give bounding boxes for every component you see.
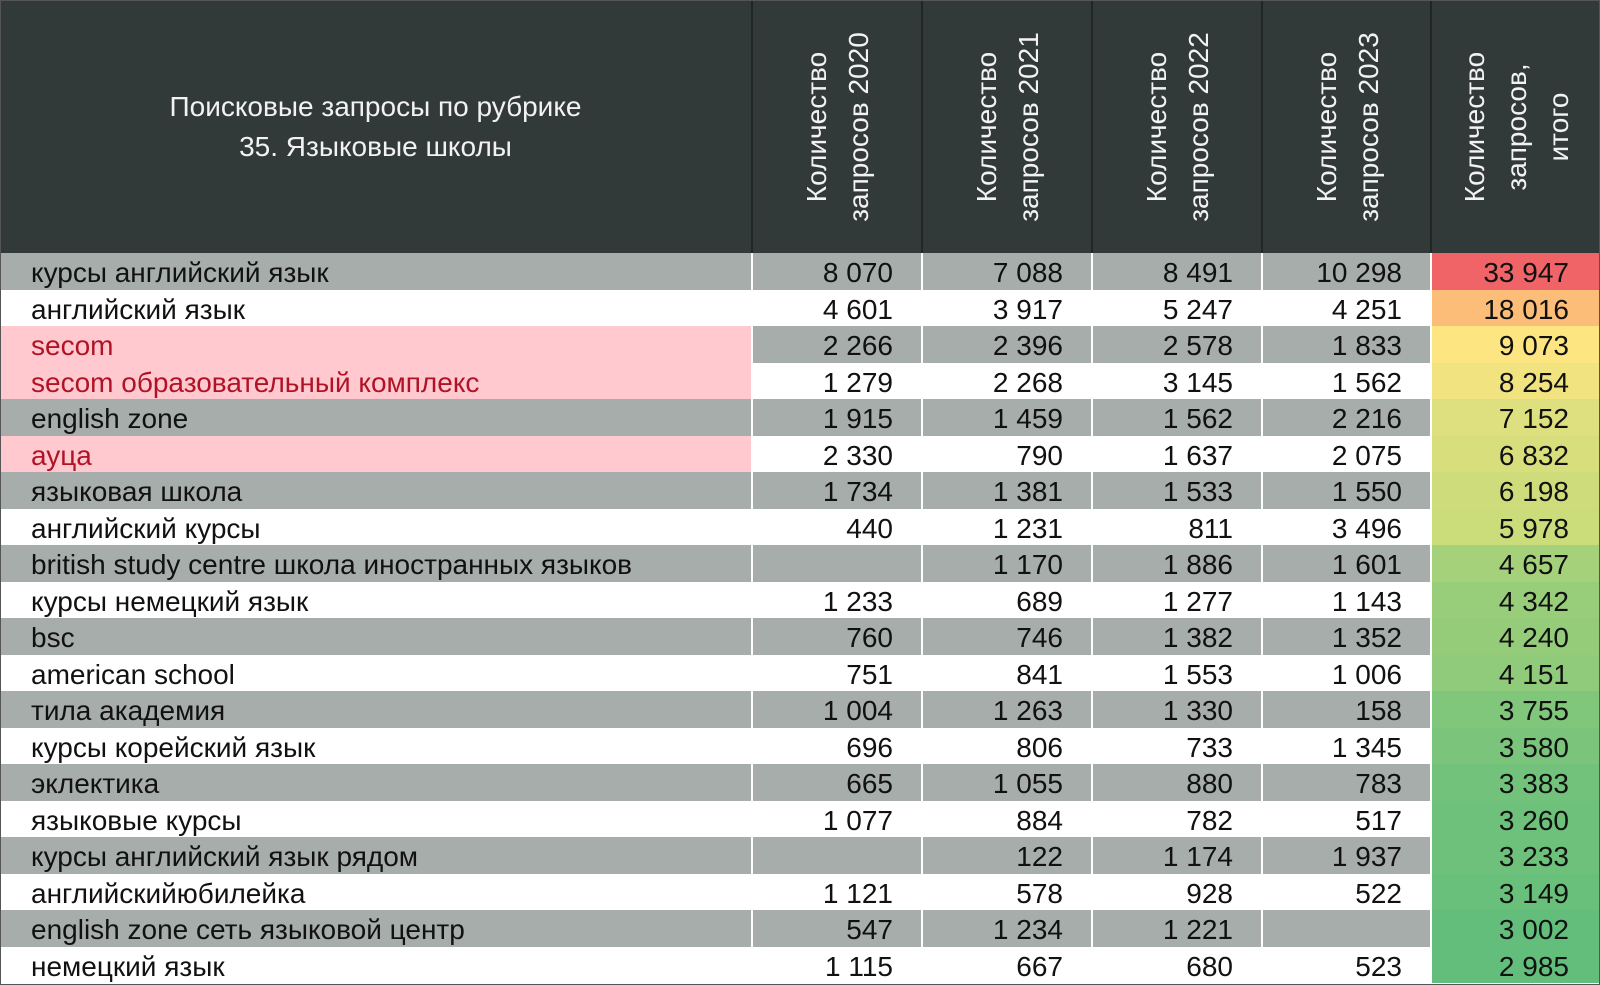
query-name-cell: немецкий язык: [0, 947, 751, 984]
total-cell: 3 149: [1430, 874, 1600, 911]
count-cell-2020: 1 004: [751, 691, 921, 728]
count-cell-2022: 782: [1091, 801, 1261, 838]
count-cell-2020: 1 115: [751, 947, 921, 984]
table-row: [0, 910, 1600, 947]
count-cell-2023: 1 937: [1261, 837, 1430, 874]
count-cell-2021: 884: [921, 801, 1091, 838]
total-cell: 6 832: [1430, 436, 1600, 473]
count-cell-2020: 547: [751, 910, 921, 947]
count-cell-2023: 2 216: [1261, 399, 1430, 436]
total-cell: 3 233: [1430, 837, 1600, 874]
column-header-label: [1136, 27, 1220, 227]
count-cell-2022: 1 221: [1091, 910, 1261, 947]
table-title-line-1: Поисковые запросы по рубрике: [169, 90, 582, 122]
query-name-cell: эклектика: [0, 764, 751, 801]
count-cell-2022: 1 277: [1091, 582, 1261, 619]
count-cell-2022: 880: [1091, 764, 1261, 801]
count-cell-2022: 2 578: [1091, 326, 1261, 363]
total-cell: 4 240: [1430, 618, 1600, 655]
count-cell-2020: 2 330: [751, 436, 921, 473]
count-cell-2021: 1 231: [921, 509, 1091, 546]
count-cell-2022: 1 637: [1091, 436, 1261, 473]
count-cell-2020: 1 915: [751, 399, 921, 436]
count-cell-2020: 665: [751, 764, 921, 801]
query-name-cell: тила академия: [0, 691, 751, 728]
count-cell-2023: 10 298: [1261, 253, 1430, 290]
query-name-cell: курсы английский язык рядом: [0, 837, 751, 874]
count-cell-2023: 783: [1261, 764, 1430, 801]
total-cell: 3 383: [1430, 764, 1600, 801]
count-cell-2020: 440: [751, 509, 921, 546]
count-cell-2023: 158: [1261, 691, 1430, 728]
count-cell-2020: 1 121: [751, 874, 921, 911]
query-name-cell: курсы немецкий язык: [0, 582, 751, 619]
table-row: [0, 509, 1600, 546]
total-cell: 3 260: [1430, 801, 1600, 838]
count-cell-2023: 1 352: [1261, 618, 1430, 655]
count-cell-2021: 578: [921, 874, 1091, 911]
total-cell: 18 016: [1430, 290, 1600, 327]
count-cell-2023: 1 601: [1261, 545, 1430, 582]
count-cell-2020: 1 279: [751, 363, 921, 400]
count-cell-2022: 680: [1091, 947, 1261, 984]
query-name-cell: secom: [0, 326, 751, 363]
count-cell-2023: 1 006: [1261, 655, 1430, 692]
count-cell-2020: 1 233: [751, 582, 921, 619]
query-name-cell: english zone сеть языковой центр: [0, 910, 751, 947]
count-cell-2020: 1 734: [751, 472, 921, 509]
column-header-label: [796, 27, 880, 227]
table-row: [0, 326, 1600, 363]
query-name-cell: secom образовательный комплекс: [0, 363, 751, 400]
total-cell: 3 002: [1430, 910, 1600, 947]
count-cell-2022: 1 533: [1091, 472, 1261, 509]
table-row: [0, 253, 1600, 290]
count-cell-2021: 1 381: [921, 472, 1091, 509]
total-cell: 3 755: [1430, 691, 1600, 728]
count-cell-2023: 1 345: [1261, 728, 1430, 765]
count-cell-2021: 1 170: [921, 545, 1091, 582]
query-name-cell: английский язык: [0, 290, 751, 327]
count-cell-2022: 1 174: [1091, 837, 1261, 874]
count-cell-2023: 522: [1261, 874, 1430, 911]
total-cell: 3 580: [1430, 728, 1600, 765]
total-cell: 4 657: [1430, 545, 1600, 582]
column-header-line: запросов 2020: [843, 31, 874, 222]
table-row: [0, 655, 1600, 692]
count-cell-2022: 1 330: [1091, 691, 1261, 728]
column-header-label: [1454, 27, 1580, 227]
table-row: [0, 472, 1600, 509]
total-cell: 8 254: [1430, 363, 1600, 400]
table-row: [0, 290, 1600, 327]
query-name-cell: курсы корейский язык: [0, 728, 751, 765]
count-cell-2021: 2 396: [921, 326, 1091, 363]
count-cell-2023: 1 562: [1261, 363, 1430, 400]
column-header-5: [1430, 0, 1600, 253]
column-header-line: запросов 2023: [1352, 31, 1384, 222]
table-row: [0, 436, 1600, 473]
count-cell-2022: 1 562: [1091, 399, 1261, 436]
column-header-line: Количество: [1459, 51, 1490, 202]
count-cell-2020: 760: [751, 618, 921, 655]
column-header-line: запросов, итого: [1501, 62, 1574, 191]
count-cell-2023: 517: [1261, 801, 1430, 838]
query-name-cell: языковая школа: [0, 472, 751, 509]
query-name-cell: american school: [0, 655, 751, 692]
query-name-cell: английский курсы: [0, 509, 751, 546]
total-cell: 5 978: [1430, 509, 1600, 546]
table-row: [0, 691, 1600, 728]
total-cell: 33 947: [1430, 253, 1600, 290]
table-title: [0, 0, 751, 253]
query-name-cell: курсы английский язык: [0, 253, 751, 290]
count-cell-2022: 928: [1091, 874, 1261, 911]
count-cell-2021: 667: [921, 947, 1091, 984]
count-cell-2020: 8 070: [751, 253, 921, 290]
total-cell: 4 342: [1430, 582, 1600, 619]
count-cell-2020: 696: [751, 728, 921, 765]
total-cell: 9 073: [1430, 326, 1600, 363]
query-name-cell: english zone: [0, 399, 751, 436]
column-header-2: [921, 0, 1093, 253]
count-cell-2020: 751: [751, 655, 921, 692]
column-header-label: [1306, 27, 1390, 227]
count-cell-2023: 3 496: [1261, 509, 1430, 546]
column-header-1: [751, 0, 923, 253]
count-cell-2021: 746: [921, 618, 1091, 655]
count-cell-2021: 2 268: [921, 363, 1091, 400]
total-cell: 2 985: [1430, 947, 1600, 984]
table-row: [0, 545, 1600, 582]
count-cell-2022: 733: [1091, 728, 1261, 765]
query-name-cell: ауца: [0, 436, 751, 473]
count-cell-2021: 689: [921, 582, 1091, 619]
count-cell-2023: 2 075: [1261, 436, 1430, 473]
column-header-line: запросов 2021: [1013, 31, 1044, 222]
count-cell-2021: 841: [921, 655, 1091, 692]
count-cell-2020: [751, 545, 921, 582]
column-header-line: Количество: [1310, 51, 1342, 202]
table-row: [0, 728, 1600, 765]
column-header-3: [1091, 0, 1263, 253]
table-row: [0, 947, 1600, 984]
count-cell-2021: 1 055: [921, 764, 1091, 801]
count-cell-2021: 7 088: [921, 253, 1091, 290]
count-cell-2020: 4 601: [751, 290, 921, 327]
column-header-4: [1261, 0, 1432, 253]
count-cell-2022: 1 553: [1091, 655, 1261, 692]
column-header-line: запросов 2022: [1183, 31, 1214, 222]
count-cell-2022: 1 382: [1091, 618, 1261, 655]
column-header-line: Количество: [971, 51, 1002, 202]
count-cell-2022: 8 491: [1091, 253, 1261, 290]
count-cell-2021: 3 917: [921, 290, 1091, 327]
count-cell-2021: 1 263: [921, 691, 1091, 728]
table-row: [0, 874, 1600, 911]
count-cell-2022: 5 247: [1091, 290, 1261, 327]
column-header-line: Количество: [801, 51, 832, 202]
table-row: [0, 618, 1600, 655]
column-header-label: [966, 27, 1050, 227]
count-cell-2023: 1 550: [1261, 472, 1430, 509]
query-name-cell: bsc: [0, 618, 751, 655]
count-cell-2020: [751, 837, 921, 874]
count-cell-2021: 790: [921, 436, 1091, 473]
total-cell: 7 152: [1430, 399, 1600, 436]
count-cell-2023: 1 833: [1261, 326, 1430, 363]
column-header-line: Количество: [1141, 51, 1172, 202]
count-cell-2023: [1261, 910, 1430, 947]
table-row: [0, 764, 1600, 801]
count-cell-2023: 4 251: [1261, 290, 1430, 327]
count-cell-2021: 806: [921, 728, 1091, 765]
table-row: [0, 582, 1600, 619]
count-cell-2021: 1 234: [921, 910, 1091, 947]
query-name-cell: английскийюбилейка: [0, 874, 751, 911]
count-cell-2021: 122: [921, 837, 1091, 874]
table-row: [0, 363, 1600, 400]
total-cell: 6 198: [1430, 472, 1600, 509]
count-cell-2022: 1 886: [1091, 545, 1261, 582]
query-name-cell: british study centre школа иностранных языков: [0, 545, 751, 582]
query-name-cell: языковые курсы: [0, 801, 751, 838]
count-cell-2020: 1 077: [751, 801, 921, 838]
count-cell-2022: 3 145: [1091, 363, 1261, 400]
count-cell-2023: 1 143: [1261, 582, 1430, 619]
count-cell-2022: 811: [1091, 509, 1261, 546]
count-cell-2021: 1 459: [921, 399, 1091, 436]
table-title-line-2: 35. Языковые школы: [239, 130, 512, 162]
total-cell: 4 151: [1430, 655, 1600, 692]
table-row: [0, 801, 1600, 838]
table-row: [0, 837, 1600, 874]
table-row: [0, 399, 1600, 436]
count-cell-2023: 523: [1261, 947, 1430, 984]
count-cell-2020: 2 266: [751, 326, 921, 363]
